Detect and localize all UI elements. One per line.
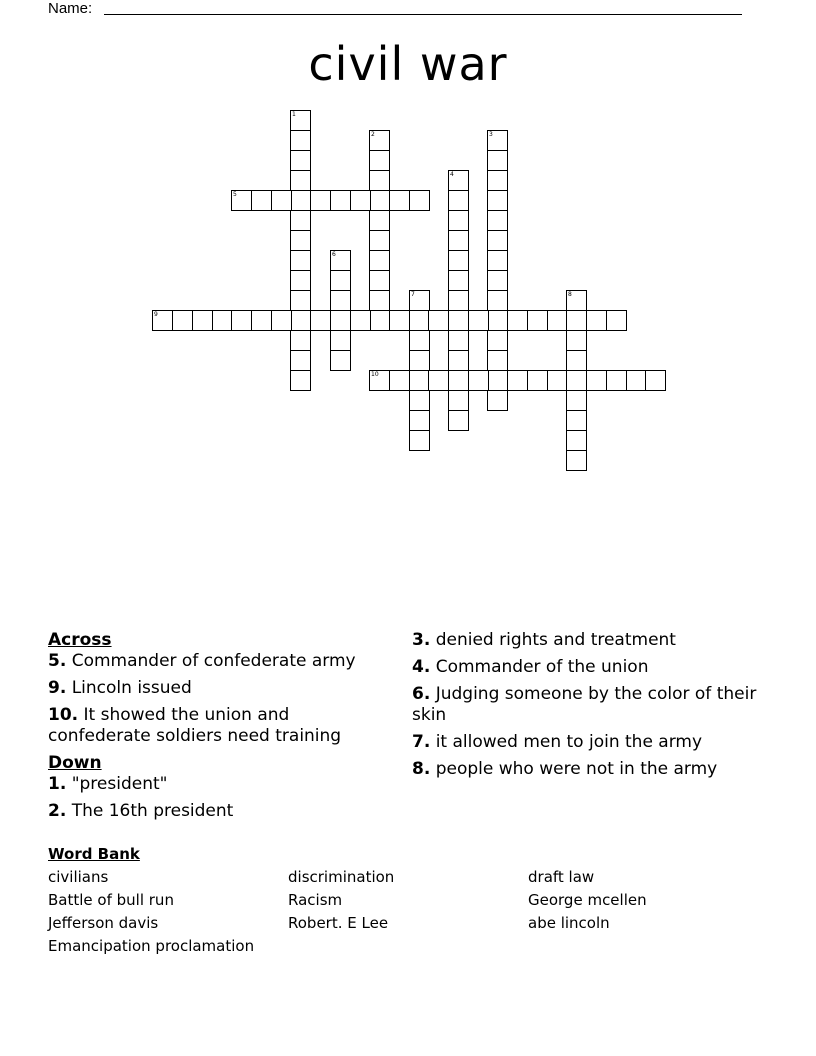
crossword-cell[interactable] — [566, 350, 587, 371]
down-clue — [412, 630, 757, 651]
crossword-cell[interactable] — [290, 270, 311, 291]
clue-number: 9. — [48, 678, 67, 698]
down-clue-list-right — [412, 630, 757, 780]
crossword-cell[interactable] — [487, 390, 508, 411]
crossword-cell[interactable] — [369, 230, 390, 251]
down-clue — [48, 801, 393, 822]
crossword-cell[interactable] — [330, 290, 351, 311]
word-bank-item: Jefferson davis — [48, 914, 159, 932]
clue-number: 4. — [412, 657, 431, 677]
crossword-cell[interactable] — [290, 330, 311, 351]
crossword-cell[interactable] — [448, 310, 469, 331]
clue-text: "president" — [66, 774, 168, 794]
crossword-cell[interactable] — [330, 190, 351, 211]
crossword-cell[interactable] — [606, 370, 627, 391]
crossword-cell[interactable] — [606, 310, 627, 331]
crossword-cell[interactable] — [389, 190, 410, 211]
crossword-cell[interactable] — [290, 250, 311, 271]
crossword-cell[interactable] — [251, 310, 272, 331]
crossword-cell[interactable] — [310, 310, 331, 331]
crossword-cell[interactable] — [271, 190, 292, 211]
crossword-cell[interactable] — [369, 190, 390, 211]
crossword-cell[interactable] — [350, 190, 371, 211]
crossword-cell[interactable] — [389, 310, 410, 331]
crossword-cell[interactable] — [566, 390, 587, 411]
clue-number-2: 2 — [371, 131, 375, 138]
crossword-cell[interactable] — [547, 310, 568, 331]
crossword-cell[interactable] — [507, 370, 528, 391]
clue-number-8: 8 — [568, 291, 572, 298]
crossword-cell[interactable] — [330, 270, 351, 291]
crossword-cell[interactable] — [468, 310, 489, 331]
word-bank-item: discrimination — [288, 868, 395, 886]
word-bank-item: civilians — [48, 868, 109, 886]
crossword-cell[interactable] — [586, 370, 607, 391]
crossword-cell[interactable] — [172, 310, 193, 331]
crossword-cell[interactable] — [487, 170, 508, 191]
down-heading: Down — [48, 753, 102, 773]
crossword-cell[interactable] — [448, 230, 469, 251]
word-bank-item: Emancipation proclamation — [48, 937, 255, 955]
crossword-cell[interactable] — [448, 410, 469, 431]
clue-number: 6. — [412, 684, 431, 704]
name-label: Name: — [48, 0, 93, 17]
clue-number: 7. — [412, 732, 431, 752]
clue-number-9: 9 — [154, 311, 158, 318]
down-clue — [412, 657, 757, 678]
crossword-cell[interactable] — [409, 430, 430, 451]
crossword-cell[interactable] — [271, 310, 292, 331]
clue-text: Judging someone by the color of their skin — [412, 684, 757, 725]
crossword-cell[interactable] — [448, 190, 469, 211]
crossword-cell[interactable] — [428, 370, 449, 391]
crossword-cell[interactable] — [310, 190, 331, 211]
crossword-cell[interactable] — [566, 410, 587, 431]
clue-text: denied rights and treatment — [430, 630, 676, 650]
word-bank-item: Racism — [288, 891, 343, 909]
crossword-cell[interactable] — [566, 310, 587, 331]
crossword-cell[interactable] — [487, 290, 508, 311]
word-bank-item: abe lincoln — [528, 914, 610, 932]
across-clue-list — [48, 651, 393, 747]
clue-number-10: 10 — [371, 371, 379, 378]
clue-text: Commander of the union — [430, 657, 649, 677]
crossword-cell[interactable] — [468, 370, 489, 391]
crossword-cell[interactable] — [290, 190, 311, 211]
clue-number: 1. — [48, 774, 67, 794]
clues-left-column — [48, 630, 393, 828]
crossword-cell[interactable] — [290, 370, 311, 391]
clue-text: it allowed men to join the army — [430, 732, 703, 752]
crossword-cell[interactable] — [409, 330, 430, 351]
crossword-cell[interactable] — [507, 310, 528, 331]
crossword-cell[interactable] — [547, 370, 568, 391]
across-heading: Across — [48, 630, 112, 650]
crossword-cell[interactable] — [350, 310, 371, 331]
clue-number: 8. — [412, 759, 431, 779]
word-bank-column-1 — [48, 866, 254, 958]
crossword-cell[interactable] — [290, 150, 311, 171]
crossword-cell[interactable] — [487, 250, 508, 271]
crossword-cell[interactable] — [369, 310, 390, 331]
clue-number: 5. — [48, 651, 67, 671]
down-clue — [412, 732, 757, 753]
clue-text: It showed the union and confederate soldiers need training — [48, 705, 342, 746]
clue-number-1: 1 — [292, 111, 296, 118]
clue-number-6: 6 — [332, 251, 336, 258]
down-clue — [48, 774, 393, 795]
crossword-cell[interactable] — [369, 270, 390, 291]
crossword-cell[interactable] — [566, 370, 587, 391]
crossword-cell[interactable] — [448, 250, 469, 271]
crossword-cell[interactable] — [409, 190, 430, 211]
crossword-cell[interactable] — [566, 330, 587, 351]
clue-text: Lincoln issued — [66, 678, 192, 698]
crossword-cell[interactable] — [290, 350, 311, 371]
crossword-cell[interactable] — [566, 430, 587, 451]
clue-text: people who were not in the army — [430, 759, 718, 779]
crossword-cell[interactable] — [487, 190, 508, 211]
crossword-cell[interactable] — [645, 370, 666, 391]
crossword-cell[interactable] — [448, 270, 469, 291]
clue-text: Commander of confederate army — [66, 651, 356, 671]
crossword-cell[interactable] — [290, 310, 311, 331]
crossword-cell[interactable] — [448, 210, 469, 231]
crossword-cell[interactable] — [409, 410, 430, 431]
crossword-cell[interactable] — [330, 310, 351, 331]
crossword-cell[interactable] — [409, 310, 430, 331]
crossword-cell[interactable] — [389, 370, 410, 391]
clue-number: 2. — [48, 801, 67, 821]
crossword-cell[interactable] — [369, 150, 390, 171]
word-bank-item: Battle of bull run — [48, 891, 174, 909]
clues-right-column — [412, 630, 757, 786]
crossword-cell[interactable] — [448, 330, 469, 351]
crossword-cell[interactable] — [409, 350, 430, 371]
crossword-cell[interactable] — [566, 450, 587, 471]
down-clue-list-left — [48, 774, 393, 822]
crossword-cell[interactable] — [487, 230, 508, 251]
crossword-cell[interactable] — [448, 370, 469, 391]
crossword-cell[interactable] — [428, 310, 449, 331]
crossword-cell[interactable] — [290, 290, 311, 311]
down-clue — [412, 759, 757, 780]
crossword-cell[interactable] — [290, 230, 311, 251]
crossword-cell[interactable] — [487, 310, 508, 331]
across-clue — [48, 651, 393, 672]
crossword-cell[interactable] — [290, 210, 311, 231]
clue-number: 3. — [412, 630, 431, 650]
crossword-cell[interactable] — [409, 390, 430, 411]
crossword-cell[interactable] — [330, 330, 351, 351]
word-bank-item: Robert. E Lee — [288, 914, 389, 932]
crossword-cell[interactable] — [586, 310, 607, 331]
across-clue — [48, 678, 393, 699]
crossword-cell[interactable] — [487, 270, 508, 291]
word-bank-column-3 — [528, 866, 647, 935]
crossword-cell[interactable] — [409, 370, 430, 391]
crossword-cell[interactable] — [487, 150, 508, 171]
crossword-cell[interactable] — [527, 310, 548, 331]
crossword-cell[interactable] — [487, 350, 508, 371]
crossword-cell[interactable] — [290, 170, 311, 191]
crossword-cell[interactable] — [369, 170, 390, 191]
crossword-cell[interactable] — [251, 190, 272, 211]
crossword-cell[interactable] — [290, 130, 311, 151]
word-bank-item: draft law — [528, 868, 595, 886]
crossword-cell[interactable] — [330, 350, 351, 371]
crossword-cell[interactable] — [192, 310, 213, 331]
word-bank-item: George mcellen — [528, 891, 647, 909]
clue-number-5: 5 — [233, 191, 237, 198]
crossword-cell[interactable] — [527, 370, 548, 391]
word-bank-column-2 — [288, 866, 394, 935]
crossword-cell[interactable] — [487, 370, 508, 391]
crossword-cell[interactable] — [448, 290, 469, 311]
crossword-cell[interactable] — [369, 290, 390, 311]
crossword-cell[interactable] — [369, 250, 390, 271]
word-bank-heading: Word Bank — [48, 845, 140, 863]
clue-number-3: 3 — [489, 131, 493, 138]
crossword-cell[interactable] — [448, 350, 469, 371]
crossword-cell[interactable] — [231, 310, 252, 331]
across-clue — [48, 705, 393, 747]
crossword-cell[interactable] — [626, 370, 647, 391]
puzzle-title: civil war — [308, 37, 508, 91]
clue-number-7: 7 — [411, 291, 415, 298]
crossword-cell[interactable] — [369, 210, 390, 231]
clue-text: The 16th president — [66, 801, 234, 821]
crossword-cell[interactable] — [448, 390, 469, 411]
down-clue — [412, 684, 757, 726]
crossword-cell[interactable] — [212, 310, 233, 331]
clue-number: 10. — [48, 705, 79, 725]
crossword-cell[interactable] — [487, 210, 508, 231]
clue-number-4: 4 — [450, 171, 454, 178]
crossword-cell[interactable] — [487, 330, 508, 351]
